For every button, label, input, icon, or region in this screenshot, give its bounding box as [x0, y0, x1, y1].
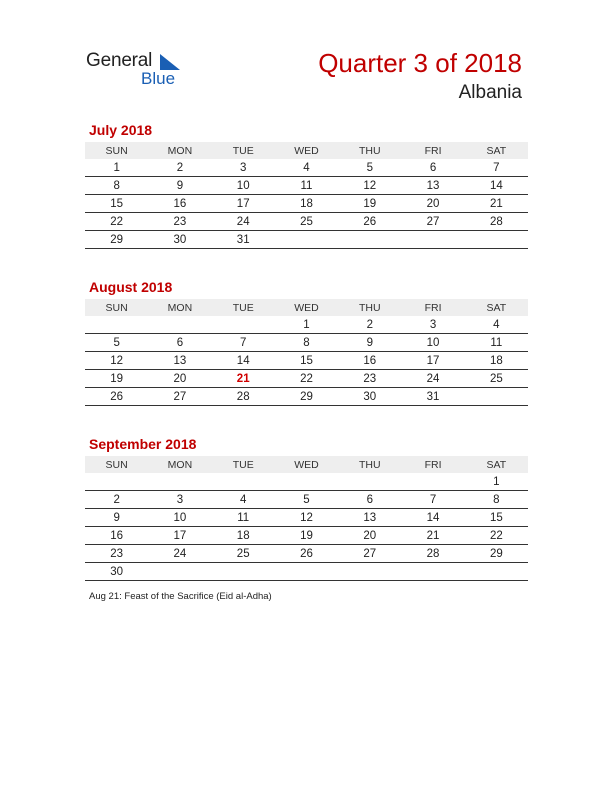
day-cell: 21 — [212, 370, 275, 388]
day-cell: 6 — [338, 491, 401, 509]
day-cell: 12 — [338, 177, 401, 195]
day-cell: 22 — [465, 527, 528, 545]
day-cell: 27 — [148, 388, 211, 406]
day-cell: 26 — [275, 545, 338, 563]
holiday-note: Aug 21: Feast of the Sacrifice (Eid al-Adha) — [89, 591, 272, 602]
weekday-header: WED — [275, 456, 338, 473]
day-cell: 28 — [212, 388, 275, 406]
day-cell: 9 — [85, 509, 148, 527]
day-cell: 20 — [401, 195, 464, 213]
day-cell: 14 — [212, 352, 275, 370]
day-cell: 9 — [148, 177, 211, 195]
day-cell — [275, 563, 338, 581]
week-row — [85, 388, 528, 406]
day-cell: 21 — [401, 527, 464, 545]
day-cell: 4 — [275, 159, 338, 177]
day-cell — [212, 563, 275, 581]
week-row — [85, 527, 528, 545]
day-cell: 18 — [465, 352, 528, 370]
month-title: August 2018 — [89, 279, 173, 295]
day-cell: 14 — [401, 509, 464, 527]
day-cell: 3 — [401, 316, 464, 334]
day-cell: 26 — [338, 213, 401, 231]
weekday-header: SUN — [85, 142, 148, 159]
day-cell — [275, 473, 338, 491]
day-cell: 15 — [275, 352, 338, 370]
day-cell: 11 — [275, 177, 338, 195]
day-cell: 1 — [275, 316, 338, 334]
week-row — [85, 195, 528, 213]
weekday-header: THU — [338, 299, 401, 316]
weekday-header: MON — [148, 299, 211, 316]
month-title: September 2018 — [89, 436, 197, 452]
week-row — [85, 334, 528, 352]
day-cell: 19 — [85, 370, 148, 388]
weekday-header: TUE — [212, 299, 275, 316]
day-cell: 12 — [275, 509, 338, 527]
week-row — [85, 491, 528, 509]
calendar-table — [85, 456, 528, 581]
day-cell: 21 — [465, 195, 528, 213]
week-row — [85, 509, 528, 527]
day-cell: 2 — [148, 159, 211, 177]
day-cell: 6 — [401, 159, 464, 177]
day-cell — [148, 473, 211, 491]
day-cell — [465, 563, 528, 581]
week-row — [85, 231, 528, 249]
day-cell: 15 — [465, 509, 528, 527]
weekday-header: WED — [275, 142, 338, 159]
week-row — [85, 213, 528, 231]
day-cell: 30 — [338, 388, 401, 406]
day-cell: 30 — [148, 231, 211, 249]
weekday-header: SUN — [85, 456, 148, 473]
day-cell: 16 — [85, 527, 148, 545]
day-cell: 25 — [275, 213, 338, 231]
day-cell: 20 — [338, 527, 401, 545]
month-title: July 2018 — [89, 122, 153, 138]
day-cell: 3 — [148, 491, 211, 509]
day-cell: 31 — [212, 231, 275, 249]
day-cell: 7 — [465, 159, 528, 177]
day-cell — [401, 231, 464, 249]
day-cell: 7 — [401, 491, 464, 509]
day-cell: 9 — [338, 334, 401, 352]
day-cell — [338, 231, 401, 249]
month-september — [85, 435, 528, 581]
weekday-header: SAT — [465, 142, 528, 159]
day-cell — [85, 316, 148, 334]
day-cell: 6 — [148, 334, 211, 352]
day-cell: 5 — [85, 334, 148, 352]
day-cell — [465, 231, 528, 249]
day-cell: 12 — [85, 352, 148, 370]
day-cell: 17 — [148, 527, 211, 545]
day-cell: 1 — [465, 473, 528, 491]
day-cell — [401, 563, 464, 581]
week-row — [85, 159, 528, 177]
day-cell: 11 — [465, 334, 528, 352]
logo-general-text: General — [86, 50, 153, 71]
day-cell: 15 — [85, 195, 148, 213]
day-cell: 8 — [465, 491, 528, 509]
weekday-header: TUE — [212, 456, 275, 473]
day-cell: 27 — [401, 213, 464, 231]
day-cell: 13 — [148, 352, 211, 370]
week-row — [85, 473, 528, 491]
day-cell — [338, 563, 401, 581]
week-row — [85, 563, 528, 581]
day-cell: 4 — [465, 316, 528, 334]
weekday-header-row — [85, 456, 528, 473]
day-cell: 2 — [338, 316, 401, 334]
weekday-header: THU — [338, 142, 401, 159]
day-cell: 25 — [465, 370, 528, 388]
day-cell: 14 — [465, 177, 528, 195]
week-row — [85, 316, 528, 334]
day-cell — [212, 316, 275, 334]
day-cell — [465, 388, 528, 406]
day-cell: 8 — [275, 334, 338, 352]
day-cell: 5 — [338, 159, 401, 177]
day-cell: 7 — [212, 334, 275, 352]
day-cell: 17 — [401, 352, 464, 370]
country-name: Albania — [458, 82, 522, 103]
day-cell: 10 — [212, 177, 275, 195]
weekday-header-row — [85, 142, 528, 159]
weekday-header: MON — [148, 142, 211, 159]
weekday-header-row — [85, 299, 528, 316]
logo-blue-text: Blue — [141, 69, 176, 88]
day-cell — [275, 231, 338, 249]
weekday-header: FRI — [401, 142, 464, 159]
day-cell: 25 — [212, 545, 275, 563]
day-cell: 29 — [465, 545, 528, 563]
day-cell: 19 — [338, 195, 401, 213]
day-cell: 18 — [212, 527, 275, 545]
weekday-header: MON — [148, 456, 211, 473]
day-cell: 23 — [338, 370, 401, 388]
day-cell: 16 — [148, 195, 211, 213]
weekday-header: SAT — [465, 456, 528, 473]
month-august — [85, 278, 528, 406]
day-cell — [401, 473, 464, 491]
day-cell: 27 — [338, 545, 401, 563]
day-cell: 24 — [212, 213, 275, 231]
day-cell: 4 — [212, 491, 275, 509]
day-cell — [148, 563, 211, 581]
weekday-header: FRI — [401, 456, 464, 473]
day-cell: 31 — [401, 388, 464, 406]
day-cell: 24 — [401, 370, 464, 388]
weekday-header: WED — [275, 299, 338, 316]
calendar-table — [85, 299, 528, 406]
day-cell: 28 — [465, 213, 528, 231]
week-row — [85, 545, 528, 563]
day-cell: 1 — [85, 159, 148, 177]
day-cell: 13 — [401, 177, 464, 195]
day-cell: 29 — [275, 388, 338, 406]
month-july — [85, 121, 528, 249]
day-cell: 19 — [275, 527, 338, 545]
day-cell: 24 — [148, 545, 211, 563]
day-cell: 11 — [212, 509, 275, 527]
day-cell — [85, 473, 148, 491]
day-cell: 10 — [148, 509, 211, 527]
logo-flag-icon — [160, 54, 180, 70]
weekday-header: TUE — [212, 142, 275, 159]
day-cell: 18 — [275, 195, 338, 213]
day-cell: 5 — [275, 491, 338, 509]
weekday-header: FRI — [401, 299, 464, 316]
day-cell: 22 — [275, 370, 338, 388]
day-cell: 17 — [212, 195, 275, 213]
day-cell: 2 — [85, 491, 148, 509]
weekday-header: THU — [338, 456, 401, 473]
day-cell: 23 — [85, 545, 148, 563]
day-cell: 26 — [85, 388, 148, 406]
week-row — [85, 352, 528, 370]
day-cell: 30 — [85, 563, 148, 581]
day-cell: 20 — [148, 370, 211, 388]
day-cell: 8 — [85, 177, 148, 195]
week-row — [85, 370, 528, 388]
day-cell: 22 — [85, 213, 148, 231]
day-cell — [212, 473, 275, 491]
page-title: Quarter 3 of 2018 — [318, 48, 522, 78]
day-cell: 16 — [338, 352, 401, 370]
day-cell: 3 — [212, 159, 275, 177]
week-row — [85, 177, 528, 195]
day-cell — [338, 473, 401, 491]
logo — [86, 50, 196, 90]
day-cell: 23 — [148, 213, 211, 231]
day-cell: 10 — [401, 334, 464, 352]
day-cell: 13 — [338, 509, 401, 527]
weekday-header: SAT — [465, 299, 528, 316]
day-cell: 29 — [85, 231, 148, 249]
calendar-table — [85, 142, 528, 249]
day-cell: 28 — [401, 545, 464, 563]
day-cell — [148, 316, 211, 334]
weekday-header: SUN — [85, 299, 148, 316]
